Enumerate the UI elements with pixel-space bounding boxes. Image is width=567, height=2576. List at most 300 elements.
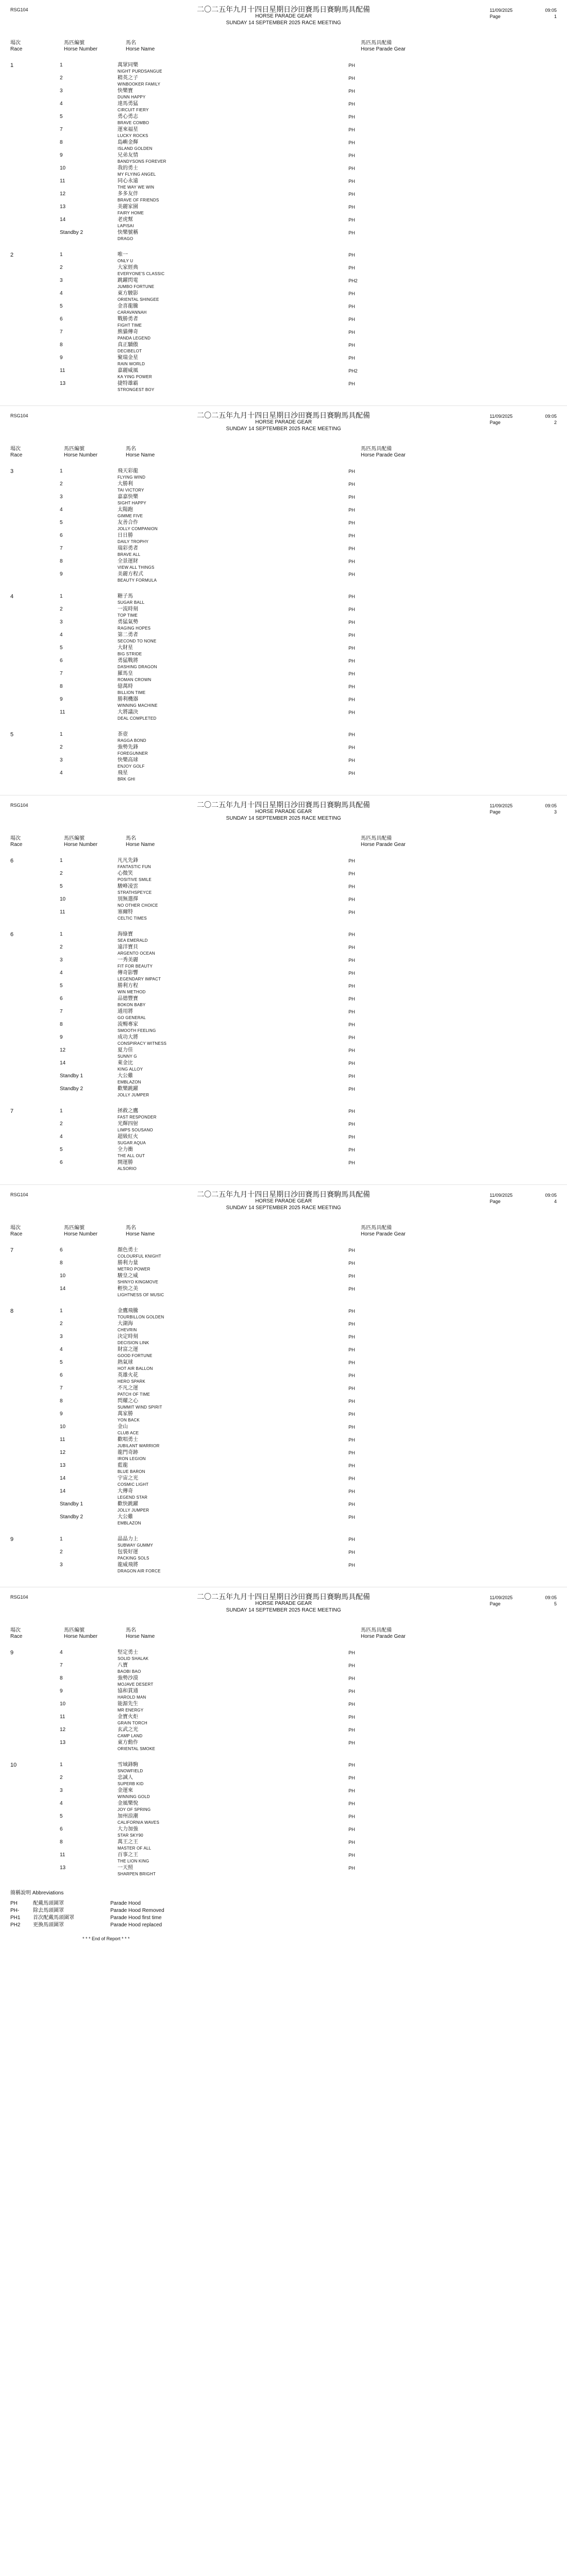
horse-name [118, 670, 348, 683]
horse-name [118, 481, 348, 494]
horse-name-zh: 財富之運 [118, 1347, 138, 1352]
horse-parade-gear: PH [348, 671, 355, 676]
horse-row [60, 1359, 557, 1372]
horse-name-zh: 夏力佳 [118, 1047, 133, 1053]
race-number: 7 [10, 1247, 14, 1253]
horse-number: 4 [60, 1801, 63, 1806]
column-header-name [126, 1225, 361, 1238]
horse-list [60, 1308, 557, 1527]
horse-name-zh: 加州浪潮 [118, 1814, 138, 1819]
horse-name-en: BRAVE COMBO [118, 121, 149, 125]
horse-name-en: SECOND TO NONE [118, 639, 157, 643]
report-title-en: HORSE PARADE GEAR [255, 13, 312, 19]
horse-name-zh: 同心永遠 [118, 178, 138, 184]
horse-name [118, 126, 348, 139]
horse-name-en: TOURBILLON GOLDEN [118, 1315, 164, 1319]
column-header-name [126, 40, 361, 53]
horse-row [60, 494, 557, 506]
race-block [10, 931, 557, 1098]
horse-row [60, 944, 557, 957]
horse-row [60, 1462, 557, 1475]
horse-row [60, 1714, 557, 1726]
race-entries [10, 857, 557, 922]
horse-row [60, 1852, 557, 1865]
horse-parade-gear: PH [348, 1286, 355, 1292]
horse-row [60, 62, 557, 75]
horse-name-en: MR ENERGY [118, 1708, 144, 1713]
horse-parade-gear: PH [348, 984, 355, 989]
abbreviation-code: PH2 [10, 1922, 21, 1928]
horse-name-en: FANTASTIC FUN [118, 865, 151, 869]
horse-name-zh: 多多友伴 [118, 191, 138, 197]
horse-name-zh: 傳奇影響 [118, 970, 138, 976]
horse-name-en: COSMIC LIGHT [118, 1482, 149, 1487]
horse-parade-gear: PH [348, 217, 355, 223]
horse-name-en: ORIENTAL SHINGEE [118, 297, 159, 302]
abbreviation-en: Parade Hood first time [110, 1915, 162, 1921]
horse-row [60, 995, 557, 1008]
horse-number: 1 [60, 252, 63, 258]
horse-name-zh: 精英之子 [118, 75, 138, 81]
horse-number: 1 [60, 468, 63, 474]
horse-name-zh: 熊貓傳奇 [118, 329, 138, 335]
column-header-race-zh: 場次 [10, 1225, 21, 1231]
horse-row [60, 1726, 557, 1739]
horse-row [60, 152, 557, 165]
horse-name [118, 1787, 348, 1800]
horse-list [60, 1761, 557, 1877]
horse-parade-gear: PH [348, 101, 355, 107]
horse-name-zh: 全景運財 [118, 558, 138, 564]
horse-name-zh: 晶晶力上 [118, 1536, 138, 1542]
horse-list [60, 1247, 557, 1298]
horse-number: 10 [60, 896, 66, 902]
horse-parade-gear: PH [348, 958, 355, 963]
meta-row-page [490, 13, 557, 20]
race-block [10, 1536, 557, 1574]
horse-name-en: LAPISAI [118, 224, 134, 228]
horse-parade-gear: PH [348, 710, 355, 715]
horse-name-zh: 大力加強 [118, 1826, 138, 1832]
horse-parade-gear: PH [348, 1360, 355, 1365]
standby-name-zh: 大公雞 [118, 1073, 133, 1079]
horse-name-zh: 跳躍閃電 [118, 278, 138, 283]
horse-name-zh: 大傳奇 [118, 1488, 133, 1494]
horse-number: 8 [60, 1022, 63, 1027]
horse-name-en: VIEW ALL THINGS [118, 565, 155, 570]
horse-name-zh: 超級紅火 [118, 1134, 138, 1140]
horse-name [118, 316, 348, 329]
horse-parade-gear: PH [348, 1853, 355, 1858]
horse-row [60, 1649, 557, 1662]
horse-parade-gear: PH [348, 1147, 355, 1153]
horse-name-zh: 駿峰凌雲 [118, 884, 138, 889]
page-label: Page [490, 809, 501, 815]
horse-number: 10 [60, 1701, 66, 1707]
horse-name [118, 1333, 348, 1346]
standby-name-zh: 大公雞 [118, 1514, 133, 1520]
horse-row [60, 1008, 557, 1021]
standby-name-en: JOLLY JUMPER [118, 1093, 149, 1097]
horse-name-en: PACKING SOLS [118, 1556, 149, 1561]
horse-name-en: SEA EMERALD [118, 938, 148, 943]
horse-parade-gear: PH [348, 633, 355, 638]
report-time: 09:05 [545, 1595, 557, 1600]
horse-number: 12 [60, 1727, 66, 1733]
horse-name-en: RAGING HOPES [118, 626, 151, 631]
horse-parade-gear: PH [348, 1321, 355, 1327]
meta-row-page [490, 1601, 557, 1607]
horse-number: 9 [60, 1411, 63, 1417]
horse-number: 3 [60, 1562, 63, 1568]
horse-name-zh: 能源先生 [118, 1701, 138, 1707]
abbreviations-heading-en: Abbreviations [32, 1890, 64, 1896]
report-title-en: HORSE PARADE GEAR [255, 1601, 312, 1606]
report-subtitle: SUNDAY 14 SEPTEMBER 2025 RACE MEETING [226, 1205, 341, 1211]
report-code: RSG104 [10, 413, 28, 418]
horse-name [118, 152, 348, 165]
horse-name-en: DRAGON AIR FORCE [118, 1569, 161, 1573]
horse-name-zh: 金鷹飛騰 [118, 1308, 138, 1314]
horse-name [118, 1423, 348, 1436]
report-title-zh: 二〇二五年九月十四日星期日沙田賽馬日賽駒馬具配備 [197, 801, 370, 809]
horse-name [118, 683, 348, 696]
horse-parade-gear: PH [348, 127, 355, 132]
horse-number: 5 [60, 520, 63, 526]
column-header-gear-en: Horse Parade Gear [361, 842, 406, 848]
horse-parade-gear: PH [348, 317, 355, 322]
horse-name-en: STRONGEST BOY [118, 387, 155, 392]
horse-name-zh: 別無選擇 [118, 896, 138, 902]
horse-name-en: CARAVANNAH [118, 310, 147, 315]
horse-name-en: LEGEND STAR [118, 1495, 148, 1500]
report-meta [490, 7, 557, 20]
column-header-gear-en: Horse Parade Gear [361, 452, 406, 458]
report-date: 11/09/2025 [490, 414, 513, 419]
horse-number: 1 [60, 931, 63, 937]
horse-row [60, 1285, 557, 1298]
horse-parade-gear: PH [348, 1386, 355, 1391]
horse-name [118, 1826, 348, 1839]
horse-name-zh: 一天照 [118, 1865, 133, 1871]
horse-number: 4 [60, 507, 63, 513]
horse-name-zh: 心微笑 [118, 871, 133, 876]
horse-name-en: PANDA LEGEND [118, 336, 151, 341]
horse-parade-gear: PH [348, 63, 355, 68]
standby-row [60, 229, 557, 242]
horse-parade-gear: PH [348, 1801, 355, 1806]
horse-name-zh: 島嶼金輝 [118, 140, 138, 145]
horse-name-zh: 兄弟友情 [118, 152, 138, 158]
race-entries [10, 1247, 557, 1298]
horse-name-en: BRK GHI [118, 777, 136, 782]
horse-name [118, 113, 348, 126]
horse-name [118, 329, 348, 342]
race-number: 6 [10, 858, 14, 864]
column-header-name-zh: 馬名 [126, 836, 136, 841]
horse-name-zh: 太陽跑 [118, 507, 133, 513]
horse-row [60, 113, 557, 126]
horse-name-zh: 大勝利 [118, 481, 133, 487]
horse-number: 3 [60, 88, 63, 94]
horse-name-zh: 第二勇者 [118, 632, 138, 638]
horse-row [60, 1800, 557, 1813]
horse-number: 13 [60, 1740, 66, 1745]
horse-row [60, 770, 557, 783]
abbreviation-code: PH [10, 1901, 18, 1906]
report-date: 11/09/2025 [490, 8, 513, 13]
horse-name [118, 1260, 348, 1273]
horse-name [118, 1359, 348, 1372]
horse-name-en: CIRCUIT FIERY [118, 108, 149, 112]
horse-name [118, 995, 348, 1008]
race-block [10, 593, 557, 722]
horse-number: 2 [60, 1121, 63, 1127]
race-entries [10, 731, 557, 783]
horse-name-en: GRAIN TORCH [118, 1721, 147, 1725]
horse-parade-gear: PH [348, 304, 355, 309]
horse-parade-gear: PH [348, 482, 355, 487]
report-subtitle: SUNDAY 14 SEPTEMBER 2025 RACE MEETING [226, 1607, 341, 1613]
horse-parade-gear: PH [348, 1035, 355, 1040]
column-header-name-zh: 馬名 [126, 1225, 136, 1231]
horse-row [60, 75, 557, 88]
horse-name [118, 1308, 348, 1320]
horse-parade-gear: PH [348, 495, 355, 500]
horse-name-zh: 忠誠人 [118, 1775, 133, 1781]
horse-name [118, 1774, 348, 1787]
horse-name-zh: 一流時刻 [118, 606, 138, 612]
horse-row [60, 1034, 557, 1047]
horse-name-en: LIMPS SOUSANO [118, 1128, 153, 1132]
horse-number: 11 [60, 1852, 65, 1858]
horse-name-en: CLUB ACE [118, 1431, 139, 1435]
column-header-gear-zh: 馬匹馬具配備 [361, 1628, 392, 1633]
horse-name-en: DASHING DRAGON [118, 665, 157, 669]
horse-name-en: CAMP LAND [118, 1734, 143, 1738]
horse-name [118, 191, 348, 204]
horse-number: 5 [60, 645, 63, 651]
horse-name [118, 571, 348, 584]
horse-parade-gear: PH [348, 971, 355, 976]
horse-name [118, 1549, 348, 1562]
horse-row [60, 896, 557, 909]
horse-row [60, 1320, 557, 1333]
horse-name [118, 619, 348, 632]
race-number: 9 [10, 1536, 14, 1543]
column-headers [10, 1225, 557, 1238]
horse-name-en: EVERYONE'S CLASSIC [118, 272, 165, 276]
horse-row [60, 1787, 557, 1800]
report-meta [490, 1192, 557, 1205]
standby-horse-name [118, 1086, 348, 1098]
column-header-gear [361, 1628, 468, 1640]
column-header-gear [361, 446, 468, 459]
horse-name [118, 757, 348, 770]
horse-parade-gear: PH [348, 76, 355, 81]
horse-row [60, 545, 557, 558]
column-header-number-en: Horse Number [64, 842, 98, 848]
horse-number: 1 [60, 1308, 63, 1314]
horse-name [118, 1411, 348, 1423]
horse-number: 4 [60, 101, 63, 107]
race-number: 9 [10, 1650, 14, 1656]
horse-row [60, 1398, 557, 1411]
horse-name-zh: 決定時刻 [118, 1334, 138, 1340]
horse-name-zh: 大家經典 [118, 265, 138, 270]
horse-number: 5 [60, 1814, 63, 1819]
race-entries [10, 1108, 557, 1172]
horse-name [118, 1462, 348, 1475]
horse-name-en: JOY OF SPRING [118, 1807, 151, 1812]
horse-parade-gear: PH [348, 1437, 355, 1443]
horse-name-en: SUBWAY GUMMY [118, 1543, 153, 1548]
column-header-race-zh: 場次 [10, 836, 21, 841]
horse-name [118, 1034, 348, 1047]
abbreviation-en: Parade Hood Removed [110, 1908, 164, 1913]
horse-row [60, 139, 557, 152]
column-header-number-zh: 馬匹編號 [64, 1225, 85, 1231]
column-header-race [10, 1225, 64, 1238]
race-number: 1 [10, 62, 14, 69]
horse-number: 2 [60, 1549, 63, 1555]
horse-name [118, 770, 348, 783]
race-entries [10, 931, 557, 1098]
horse-number: 9 [60, 1035, 63, 1040]
horse-parade-gear: PH [348, 1412, 355, 1417]
horse-row [60, 970, 557, 982]
horse-row [60, 857, 557, 870]
race-entries [10, 62, 557, 242]
horse-parade-gear: PH [348, 684, 355, 689]
horse-name-en: KA YING POWER [118, 375, 152, 379]
column-header-race-zh: 場次 [10, 446, 21, 452]
race-number: 10 [10, 1762, 17, 1768]
horse-parade-gear: PH [348, 1537, 355, 1542]
horse-name-en: MOJAVE DESERT [118, 1682, 154, 1687]
horse-name-zh: 英雄火花 [118, 1372, 138, 1378]
horse-name-en: TOP TIME [118, 613, 138, 618]
horse-row [60, 100, 557, 113]
horse-row [60, 1701, 557, 1714]
horse-name-zh: 飛天彩龍 [118, 468, 138, 474]
horse-list [60, 251, 557, 393]
column-header-name-zh: 馬名 [126, 40, 136, 46]
horse-number: 8 [60, 1675, 63, 1681]
horse-name [118, 1800, 348, 1813]
horse-row [60, 1146, 557, 1159]
horse-parade-gear: PH [348, 1061, 355, 1066]
horse-name-en: GO GENERAL [118, 1015, 146, 1020]
horse-name-en: FIT FOR BEAUTY [118, 964, 153, 969]
horse-parade-gear: PH [348, 179, 355, 184]
horse-name-en: STRATHSPEYCE [118, 890, 152, 895]
horse-row [60, 303, 557, 316]
horse-name-zh: 萬眾同樂 [118, 62, 138, 68]
horse-name [118, 1562, 348, 1574]
horse-row [60, 696, 557, 709]
horse-number: 12 [60, 1047, 66, 1053]
horse-name-zh: 大將議決 [118, 709, 138, 715]
standby-name-zh: 歡快跳躍 [118, 1501, 138, 1507]
horse-name [118, 1488, 348, 1501]
horse-row [60, 1308, 557, 1320]
horse-name [118, 1159, 348, 1172]
horse-name-zh: 藍龍 [118, 1463, 128, 1468]
horse-name-zh: 戰勝勇者 [118, 316, 138, 322]
horse-number: 6 [60, 1160, 63, 1165]
horse-name [118, 290, 348, 303]
horse-name [118, 1320, 348, 1333]
horse-name-en: WINNING MACHINE [118, 703, 158, 708]
horse-name-zh: 包裝好運 [118, 1549, 138, 1555]
horse-number: 8 [60, 342, 63, 348]
horse-name [118, 75, 348, 88]
meta-row-date [490, 1595, 557, 1601]
horse-name [118, 178, 348, 191]
standby-horse-name [118, 1514, 348, 1527]
horse-name-zh: 流暢專家 [118, 1022, 138, 1027]
horse-name-en: MY FLYING ANGEL [118, 172, 156, 177]
horse-number: 2 [60, 481, 63, 487]
horse-name [118, 380, 348, 393]
horse-number: 6 [60, 533, 63, 538]
horse-name [118, 1398, 348, 1411]
horse-name-zh: 金喜龍騰 [118, 303, 138, 309]
horse-number: 4 [60, 632, 63, 638]
abbreviation-en: Parade Hood [110, 1901, 141, 1906]
horse-name [118, 545, 348, 558]
horse-row [60, 1839, 557, 1852]
horse-name-en: CHEVRIN [118, 1328, 137, 1332]
horse-number: 6 [60, 996, 63, 1002]
report-subtitle: SUNDAY 14 SEPTEMBER 2025 RACE MEETING [226, 816, 341, 821]
horse-name [118, 1688, 348, 1701]
horse-list [60, 731, 557, 783]
horse-name [118, 558, 348, 571]
column-header-name-en: Horse Name [126, 1231, 155, 1237]
horse-list [60, 857, 557, 922]
horse-parade-gear: PH [348, 291, 355, 296]
abbreviation-row [10, 1914, 557, 1922]
horse-parade-gear: PH [348, 1347, 355, 1352]
horse-row [60, 744, 557, 757]
horse-name-zh: 勇猛戰將 [118, 658, 138, 664]
horse-number: 8 [60, 1839, 63, 1845]
horse-parade-gear: PH [348, 758, 355, 763]
report-code: RSG104 [10, 1595, 28, 1600]
column-header-race-en: Race [10, 1231, 23, 1237]
horse-name-zh: 美麗家園 [118, 204, 138, 210]
horse-name-zh: 我的勇士 [118, 165, 138, 171]
report-title-zh: 二〇二五年九月十四日星期日沙田賽馬日賽駒馬具配備 [197, 5, 370, 13]
race-block [10, 1761, 557, 1877]
horse-number: 5 [60, 1147, 63, 1153]
horse-name [118, 1021, 348, 1034]
horse-name [118, 696, 348, 709]
horse-parade-gear: PH [348, 1650, 355, 1655]
report-meta [490, 413, 557, 426]
standby-name-en: JOLLY JUMPER [118, 1508, 149, 1513]
horse-name-zh: 堅定勇士 [118, 1650, 138, 1655]
horse-parade-gear: PH [348, 1727, 355, 1733]
horse-parade-gear: PH [348, 1702, 355, 1707]
horse-name-zh: 萊金比 [118, 1060, 133, 1066]
report-code: RSG104 [10, 7, 28, 12]
report-date: 11/09/2025 [490, 803, 513, 808]
horse-name [118, 1701, 348, 1714]
horse-row [60, 1159, 557, 1172]
